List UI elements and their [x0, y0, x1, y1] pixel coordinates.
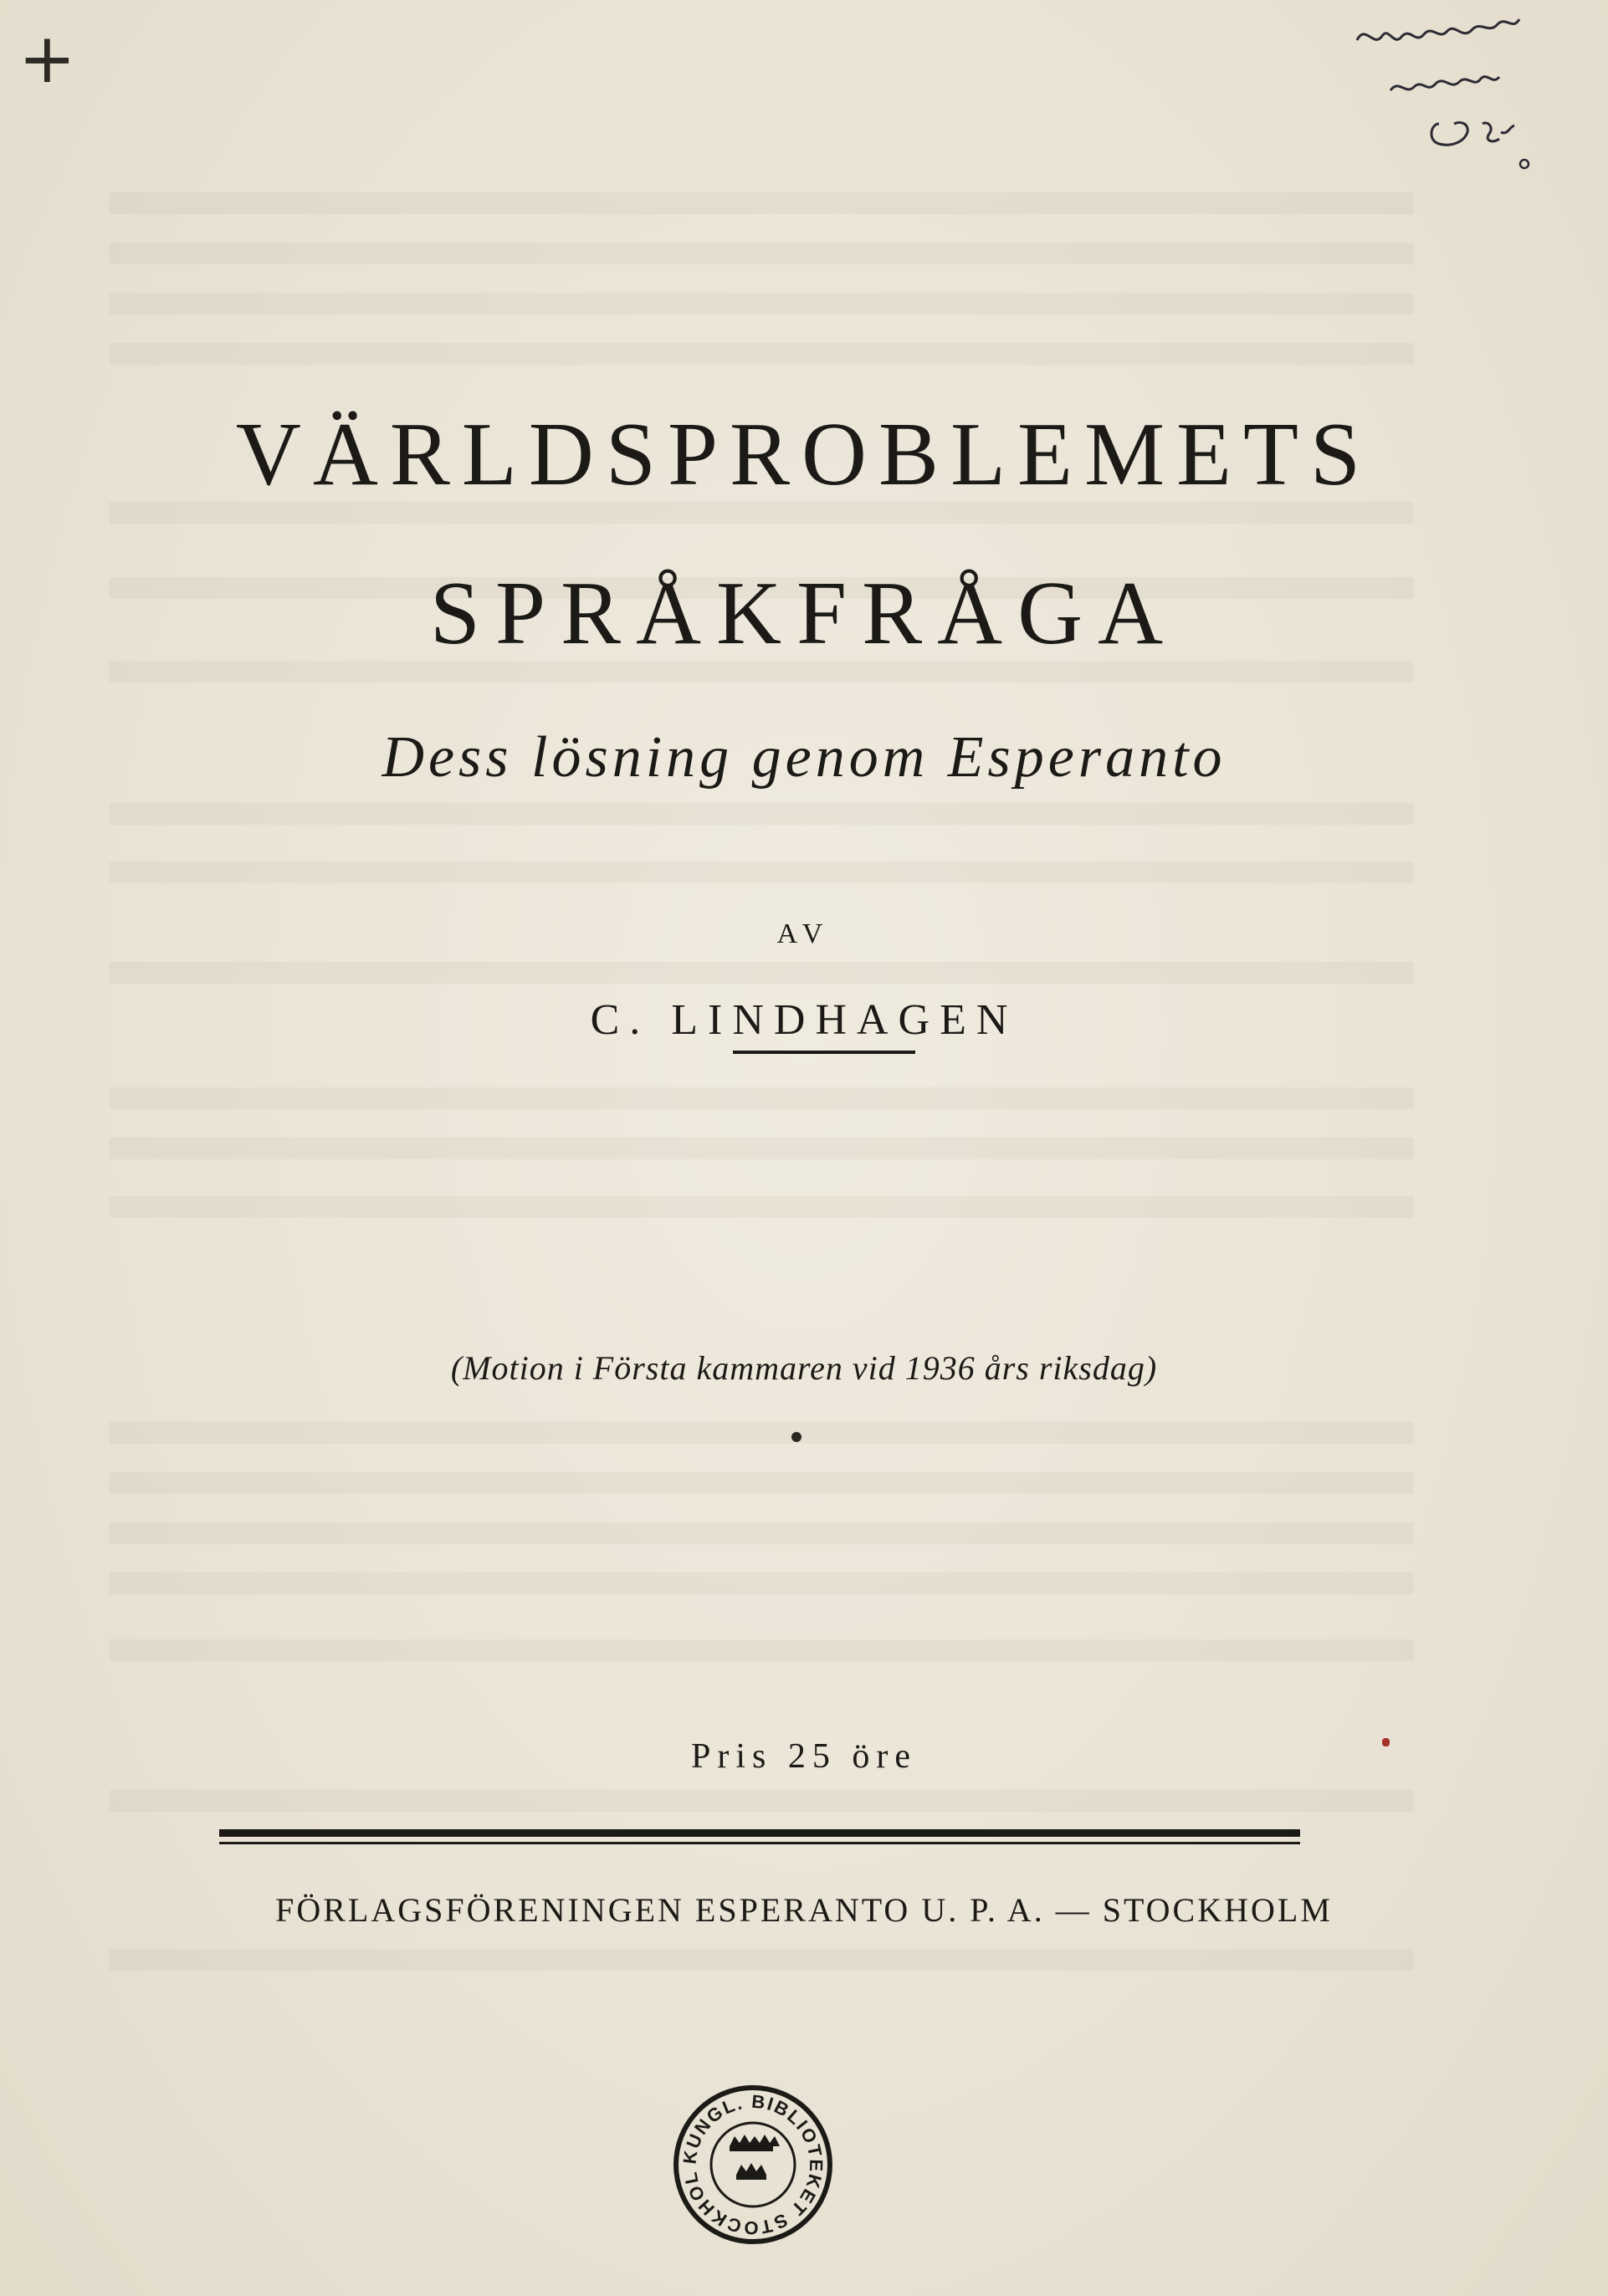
show-through-line — [109, 1196, 1414, 1218]
show-through-line — [109, 293, 1414, 314]
show-through-line — [109, 1422, 1414, 1444]
divider-thick — [219, 1829, 1300, 1837]
show-through-line — [109, 192, 1414, 214]
red-speck — [1382, 1738, 1390, 1746]
publisher-line: FÖRLAGSFÖRENINGEN ESPERANTO U. P. A. — STOCKHOLM — [275, 1891, 1333, 1929]
by-label: AV — [776, 918, 832, 949]
library-stamp — [669, 2081, 837, 2248]
show-through-line — [109, 1138, 1414, 1159]
title-line-1: VÄRLDSPROBLEMETS — [235, 405, 1373, 504]
motion-note: (Motion i Första kammaren vid 1936 års riksdag) — [450, 1349, 1158, 1387]
show-through-line — [109, 1472, 1414, 1494]
show-through-line — [109, 862, 1414, 883]
show-through-line — [109, 1639, 1414, 1661]
subtitle: Dess lösning genom Esperanto — [382, 725, 1226, 790]
ink-dot — [791, 1432, 801, 1442]
title-line-2: SPRÅKFRÅGA — [429, 564, 1179, 663]
divider-thin — [219, 1842, 1300, 1844]
corner-plus-mark: + — [18, 19, 76, 99]
show-through-line — [109, 1522, 1414, 1544]
author-name: C. LINDHAGEN — [590, 996, 1018, 1044]
show-through-line — [109, 803, 1414, 825]
show-through-line — [109, 1790, 1414, 1812]
show-through-line — [109, 962, 1414, 984]
show-through-line — [109, 1572, 1414, 1594]
show-through-line — [109, 243, 1414, 264]
show-through-line — [109, 1087, 1414, 1109]
three-crowns-icon — [730, 2135, 780, 2180]
show-through-line — [109, 1949, 1414, 1971]
author-underline — [733, 1051, 915, 1054]
show-through-line — [109, 343, 1414, 365]
svg-text:KUNGL. BIBLIOTEKET STOCKHOLM: KUNGL. BIBLIOTEKET STOCKHOL — [679, 2090, 827, 2239]
handwritten-note — [1340, 7, 1591, 174]
price-label: Pris 25 öre — [691, 1737, 917, 1776]
